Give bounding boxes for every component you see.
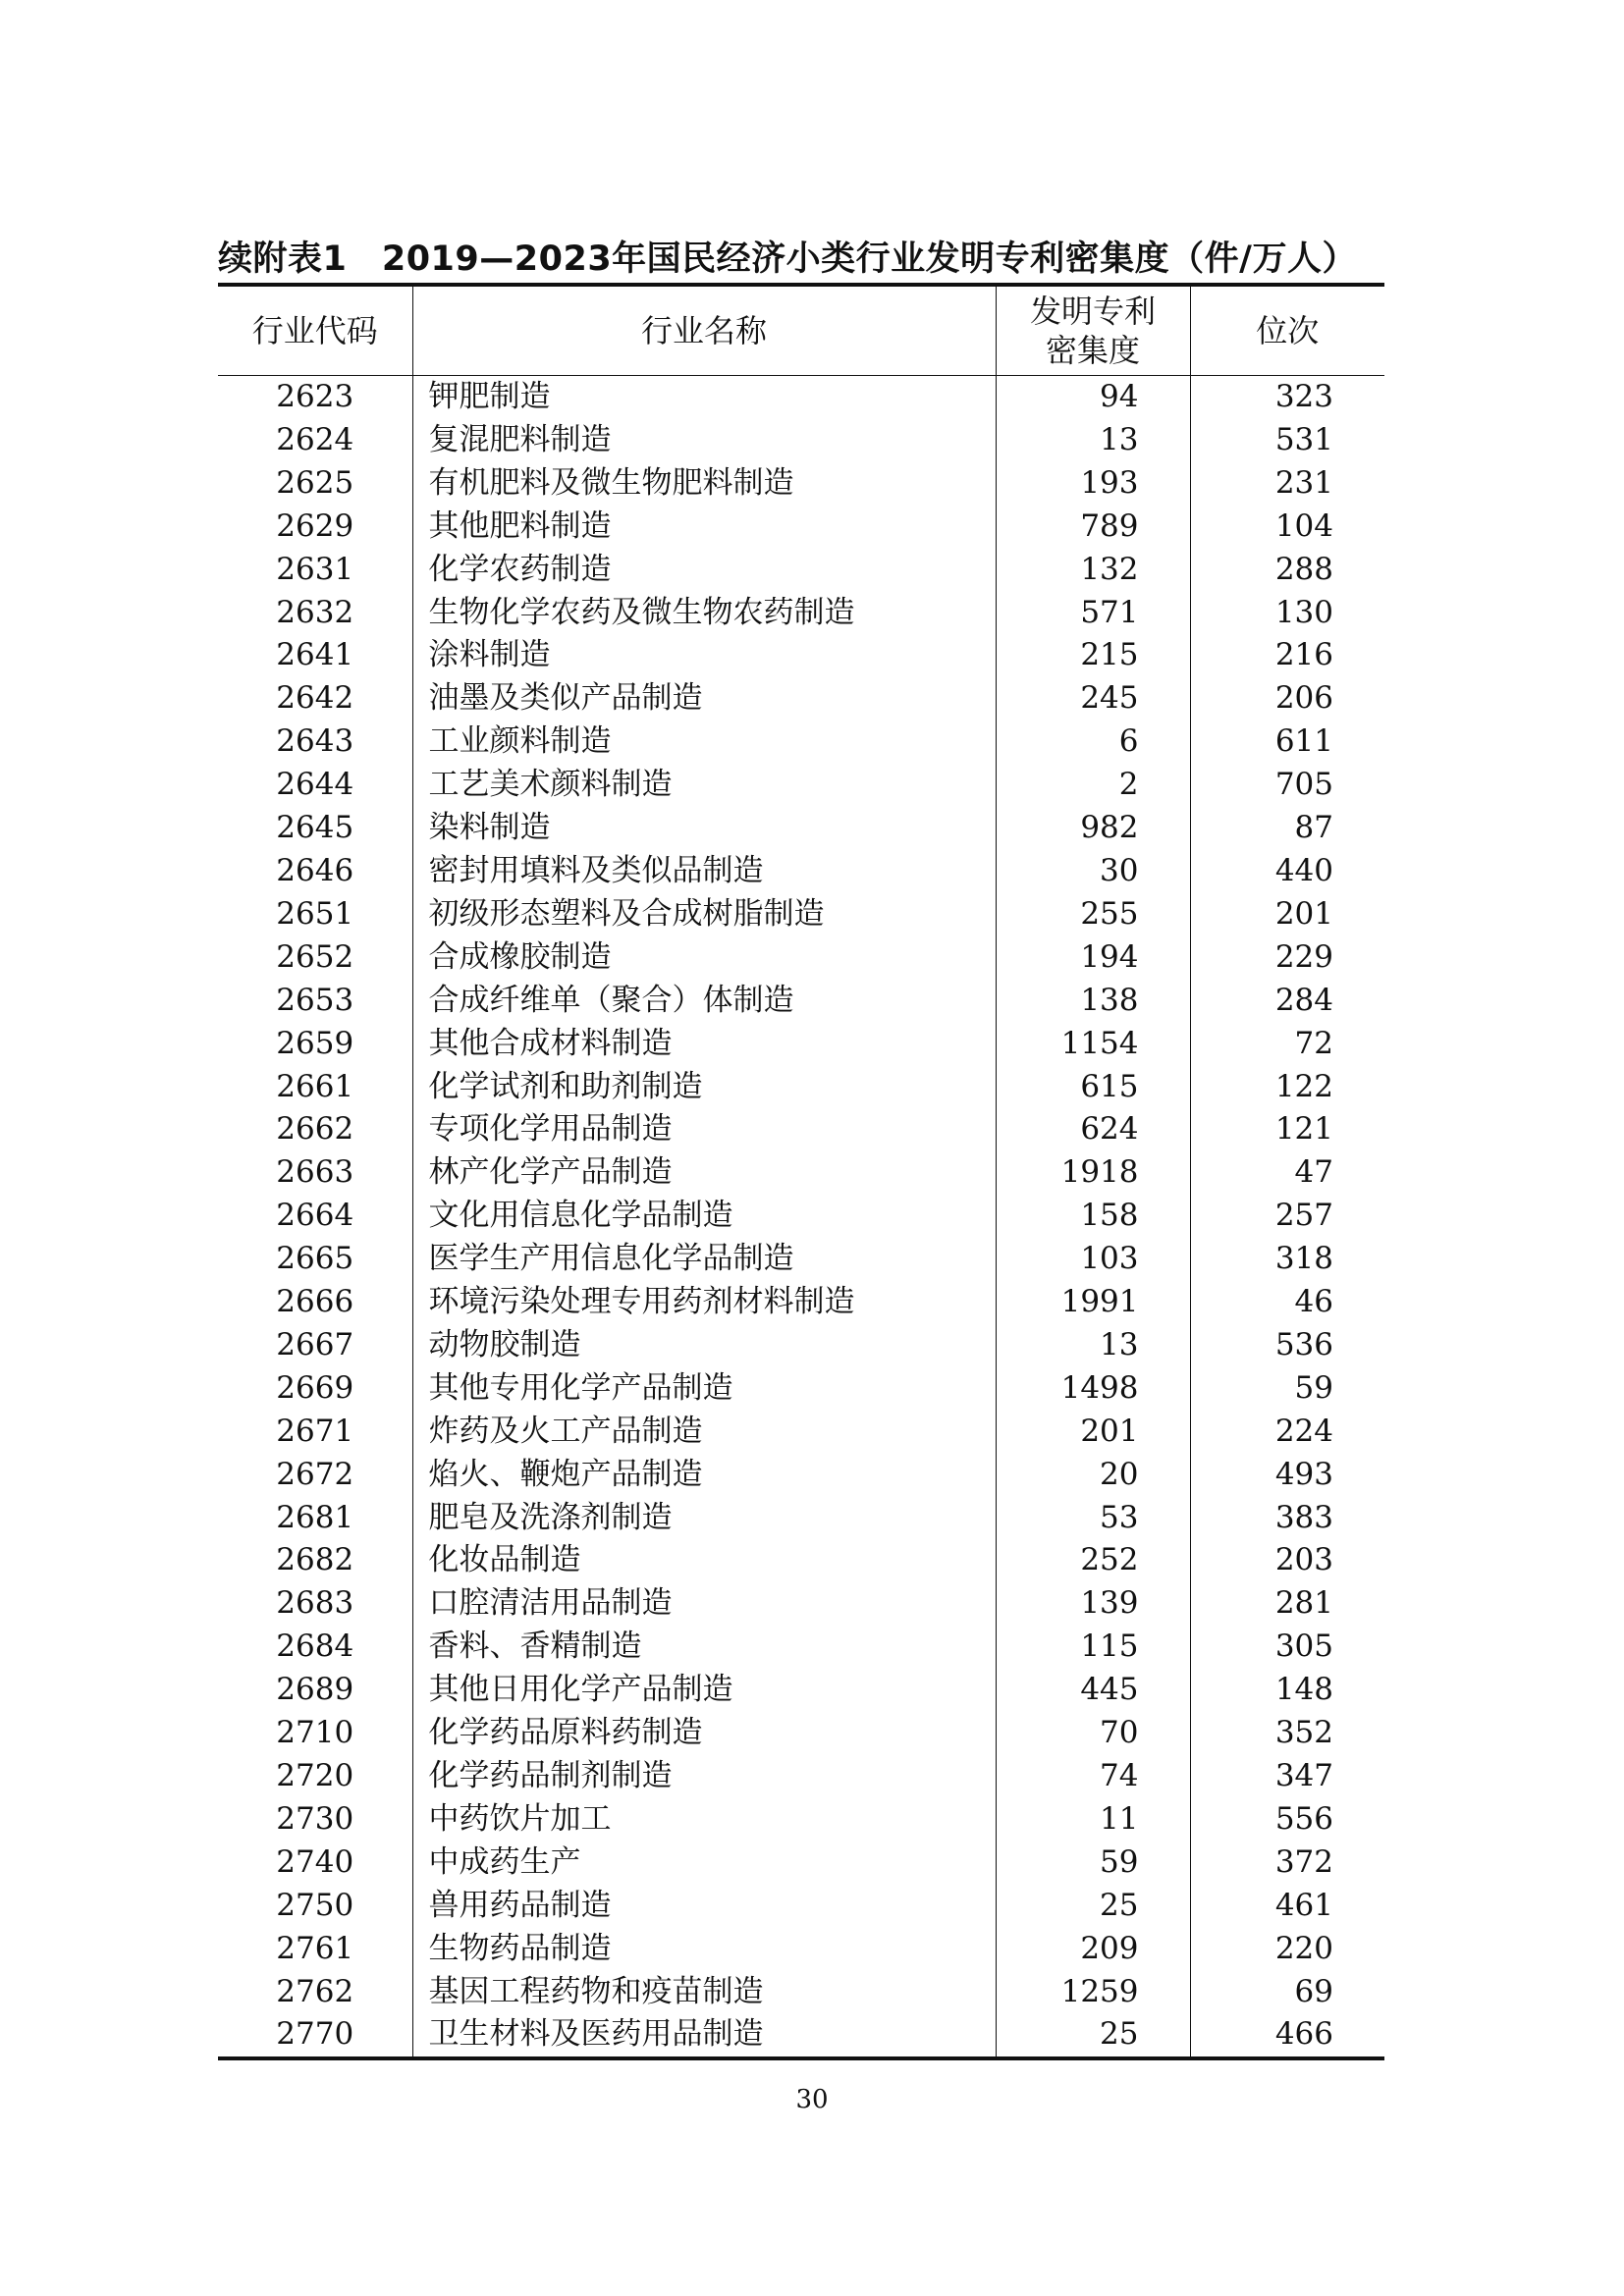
- patent-density-cell: 25: [996, 2013, 1190, 2058]
- industry-name-cell: 化学农药制造: [412, 549, 996, 592]
- industry-code-cell: 2683: [218, 1582, 412, 1626]
- rank-cell: 201: [1274, 895, 1333, 932]
- rank-cell: 383: [1274, 1499, 1333, 1535]
- rank-cell: 220: [1274, 1930, 1333, 1966]
- industry-name-cell: 其他合成材料制造: [412, 1023, 996, 1066]
- rank-cell: 130: [1274, 594, 1333, 630]
- rank-cell: 148: [1274, 1672, 1333, 1708]
- industry-code-cell: 2662: [218, 1108, 412, 1151]
- industry-code-cell: 2625: [218, 462, 412, 506]
- industry-name-cell: 钾肥制造: [412, 376, 996, 419]
- industry-name-cell: 化妆品制造: [412, 1539, 996, 1582]
- table-row: [218, 721, 1384, 764]
- table-row: [218, 549, 1384, 592]
- table-row: [218, 1971, 1384, 2014]
- table-row: [218, 1281, 1384, 1324]
- rank-cell: 288: [1274, 551, 1333, 587]
- patent-density-cell: 615: [996, 1066, 1190, 1109]
- page-number: 30: [795, 2085, 829, 2114]
- rank-cell: 556: [1274, 1800, 1333, 1837]
- industry-code-cell: 2624: [218, 419, 412, 462]
- industry-name-cell: 专项化学用品制造: [412, 1108, 996, 1151]
- patent-density-cell: 252: [996, 1539, 1190, 1582]
- patent-density-cell: 255: [996, 893, 1190, 936]
- industry-code-cell: 2623: [218, 376, 412, 419]
- patent-density-cell: 25: [996, 1885, 1190, 1928]
- table-row: [218, 462, 1384, 506]
- rank-cell: 72: [1294, 1025, 1333, 1061]
- industry-code-cell: 2653: [218, 980, 412, 1023]
- patent-density-cell: 11: [996, 1798, 1190, 1842]
- table-row: [218, 1066, 1384, 1109]
- table-row: [218, 592, 1384, 635]
- industry-code-cell: 2761: [218, 1928, 412, 1971]
- rank-cell: 122: [1274, 1068, 1333, 1104]
- industry-name-cell: 生物药品制造: [412, 1928, 996, 1971]
- rank-cell: 461: [1274, 1887, 1333, 1923]
- industry-code-cell: 2710: [218, 1712, 412, 1755]
- table-row: [218, 1497, 1384, 1540]
- table-row: [218, 1023, 1384, 1066]
- rank-cell: 87: [1294, 810, 1333, 846]
- patent-density-cell: 30: [996, 850, 1190, 893]
- rank-cell: 203: [1274, 1542, 1333, 1578]
- patent-density-cell: 94: [996, 376, 1190, 419]
- patent-density-cell: 571: [996, 592, 1190, 635]
- table-header-row: [218, 285, 1384, 376]
- industry-name-cell: 化学药品原料药制造: [412, 1712, 996, 1755]
- industry-code-cell: 2643: [218, 721, 412, 764]
- patent-density-cell: 194: [996, 936, 1190, 980]
- patent-density-cell: 1259: [996, 1971, 1190, 2014]
- header-rank: 位次: [1256, 312, 1320, 349]
- industry-name-cell: 肥皂及洗涤剂制造: [412, 1497, 996, 1540]
- table-row: [218, 1151, 1384, 1195]
- industry-code-cell: 2740: [218, 1842, 412, 1885]
- patent-density-cell: 59: [996, 1842, 1190, 1885]
- patent-density-cell: 245: [996, 677, 1190, 721]
- patent-density-cell: 13: [996, 1324, 1190, 1367]
- patent-density-cell: 139: [996, 1582, 1190, 1626]
- industry-code-cell: 2770: [218, 2013, 412, 2058]
- header-industry-name: 行业名称: [412, 285, 996, 376]
- industry-code-cell: 2641: [218, 634, 412, 677]
- table-row: [218, 1885, 1384, 1928]
- patent-density-cell: 103: [996, 1238, 1190, 1281]
- rank-cell: 257: [1274, 1198, 1333, 1234]
- header-patent-density-line2: 密集度: [1045, 332, 1140, 369]
- table-row: [218, 1712, 1384, 1755]
- patent-density-cell: 132: [996, 549, 1190, 592]
- table-row: [218, 506, 1384, 549]
- table-row: [218, 1669, 1384, 1712]
- table-row: [218, 764, 1384, 807]
- patent-density-cell: 201: [996, 1411, 1190, 1454]
- table-row: [218, 419, 1384, 462]
- rank-cell: 46: [1294, 1284, 1333, 1320]
- rank-cell: 305: [1274, 1629, 1333, 1665]
- rank-cell: 121: [1274, 1111, 1333, 1148]
- industry-code-cell: 2671: [218, 1411, 412, 1454]
- industry-code-cell: 2651: [218, 893, 412, 936]
- patent-density-cell: 20: [996, 1454, 1190, 1497]
- patent-density-cell: 13: [996, 419, 1190, 462]
- rank-cell: 229: [1274, 938, 1333, 975]
- table-row: [218, 1755, 1384, 1798]
- industry-code-cell: 2642: [218, 677, 412, 721]
- industry-name-cell: 合成纤维单（聚合）体制造: [412, 980, 996, 1023]
- table-title: 续附表1 2019—2023年国民经济小类行业发明专利密集度（件/万人）: [218, 240, 1357, 279]
- industry-name-cell: 油墨及类似产品制造: [412, 677, 996, 721]
- rank-cell: 611: [1274, 723, 1333, 760]
- industry-name-cell: 密封用填料及类似品制造: [412, 850, 996, 893]
- rank-cell: 352: [1274, 1715, 1333, 1751]
- rank-cell: 493: [1274, 1456, 1333, 1492]
- industry-name-cell: 合成橡胶制造: [412, 936, 996, 980]
- patent-density-table: [218, 283, 1384, 2060]
- industry-name-cell: 林产化学产品制造: [412, 1151, 996, 1195]
- table-row: [218, 850, 1384, 893]
- industry-code-cell: 2730: [218, 1798, 412, 1842]
- patent-density-cell: 1991: [996, 1281, 1190, 1324]
- industry-code-cell: 2664: [218, 1195, 412, 1238]
- industry-code-cell: 2652: [218, 936, 412, 980]
- table-row: [218, 1626, 1384, 1669]
- patent-density-cell: 209: [996, 1928, 1190, 1971]
- industry-name-cell: 卫生材料及医药用品制造: [412, 2013, 996, 2058]
- industry-name-cell: 兽用药品制造: [412, 1885, 996, 1928]
- industry-name-cell: 化学药品制剂制造: [412, 1755, 996, 1798]
- patent-density-cell: 6: [996, 721, 1190, 764]
- table-row: [218, 677, 1384, 721]
- industry-code-cell: 2684: [218, 1626, 412, 1669]
- industry-code-cell: 2666: [218, 1281, 412, 1324]
- rank-cell: 347: [1274, 1758, 1333, 1793]
- industry-code-cell: 2667: [218, 1324, 412, 1367]
- industry-name-cell: 复混肥料制造: [412, 419, 996, 462]
- industry-name-cell: 其他肥料制造: [412, 506, 996, 549]
- industry-code-cell: 2672: [218, 1454, 412, 1497]
- industry-code-cell: 2669: [218, 1367, 412, 1411]
- industry-code-cell: 2645: [218, 807, 412, 850]
- patent-density-cell: 215: [996, 634, 1190, 677]
- header-patent-density: [996, 285, 1190, 376]
- rank-cell: 224: [1274, 1413, 1333, 1449]
- patent-density-cell: 2: [996, 764, 1190, 807]
- industry-code-cell: 2661: [218, 1066, 412, 1109]
- patent-density-cell: 193: [996, 462, 1190, 506]
- industry-code-cell: 2762: [218, 1971, 412, 2014]
- industry-code-cell: 2644: [218, 764, 412, 807]
- table-row: [218, 1798, 1384, 1842]
- industry-name-cell: 工业颜料制造: [412, 721, 996, 764]
- rank-cell: 284: [1274, 982, 1333, 1018]
- rank-cell: 318: [1274, 1241, 1333, 1277]
- patent-density-table-container: [218, 283, 1384, 2060]
- industry-name-cell: 动物胶制造: [412, 1324, 996, 1367]
- industry-name-cell: 其他日用化学产品制造: [412, 1669, 996, 1712]
- rank-cell: 536: [1274, 1326, 1333, 1362]
- industry-name-cell: 初级形态塑料及合成树脂制造: [412, 893, 996, 936]
- table-body: [218, 376, 1384, 2059]
- industry-code-cell: 2629: [218, 506, 412, 549]
- industry-name-cell: 炸药及火工产品制造: [412, 1411, 996, 1454]
- industry-name-cell: 基因工程药物和疫苗制造: [412, 1971, 996, 2014]
- rank-cell: 104: [1274, 507, 1333, 544]
- patent-density-cell: 982: [996, 807, 1190, 850]
- industry-code-cell: 2665: [218, 1238, 412, 1281]
- table-row: [218, 893, 1384, 936]
- industry-name-cell: 环境污染处理专用药剂材料制造: [412, 1281, 996, 1324]
- patent-density-cell: 1154: [996, 1023, 1190, 1066]
- table-row: [218, 1539, 1384, 1582]
- patent-density-cell: 115: [996, 1626, 1190, 1669]
- table-row: [218, 1324, 1384, 1367]
- rank-cell: 47: [1294, 1154, 1333, 1191]
- industry-name-cell: 文化用信息化学品制造: [412, 1195, 996, 1238]
- table-row: [218, 376, 1384, 419]
- rank-cell: 216: [1274, 637, 1333, 673]
- patent-density-cell: 158: [996, 1195, 1190, 1238]
- rank-cell: 372: [1274, 1843, 1333, 1880]
- table-row: [218, 1454, 1384, 1497]
- industry-name-cell: 涂料制造: [412, 634, 996, 677]
- patent-density-cell: 789: [996, 506, 1190, 549]
- table-row: [218, 936, 1384, 980]
- industry-name-cell: 生物化学农药及微生物农药制造: [412, 592, 996, 635]
- industry-code-cell: 2689: [218, 1669, 412, 1712]
- table-row: [218, 1582, 1384, 1626]
- rank-cell: 231: [1274, 464, 1333, 501]
- industry-name-cell: 其他专用化学产品制造: [412, 1367, 996, 1411]
- industry-name-cell: 染料制造: [412, 807, 996, 850]
- industry-code-cell: 2750: [218, 1885, 412, 1928]
- industry-code-cell: 2646: [218, 850, 412, 893]
- industry-code-cell: 2631: [218, 549, 412, 592]
- patent-density-cell: 70: [996, 1712, 1190, 1755]
- patent-density-cell: 138: [996, 980, 1190, 1023]
- table-row: [218, 1108, 1384, 1151]
- industry-code-cell: 2682: [218, 1539, 412, 1582]
- patent-density-cell: 1918: [996, 1151, 1190, 1195]
- rank-cell: 466: [1274, 2016, 1333, 2053]
- industry-name-cell: 中药饮片加工: [412, 1798, 996, 1842]
- industry-code-cell: 2632: [218, 592, 412, 635]
- table-row: [218, 1842, 1384, 1885]
- header-patent-density-line1: 发明专利: [1029, 293, 1156, 330]
- industry-name-cell: 工艺美术颜料制造: [412, 764, 996, 807]
- patent-density-cell: 53: [996, 1497, 1190, 1540]
- rank-cell: 69: [1294, 1973, 1333, 2009]
- patent-density-cell: 624: [996, 1108, 1190, 1151]
- patent-density-cell: 445: [996, 1669, 1190, 1712]
- table-row: [218, 1238, 1384, 1281]
- industry-name-cell: 中成药生产: [412, 1842, 996, 1885]
- rank-cell: 440: [1274, 852, 1333, 888]
- industry-name-cell: 焰火、鞭炮产品制造: [412, 1454, 996, 1497]
- table-row: [218, 807, 1384, 850]
- rank-cell: 59: [1294, 1369, 1333, 1406]
- industry-code-cell: 2663: [218, 1151, 412, 1195]
- rank-cell: 281: [1274, 1585, 1333, 1622]
- table-row: [218, 1411, 1384, 1454]
- rank-cell: 705: [1274, 767, 1333, 803]
- rank-cell: 531: [1274, 421, 1333, 457]
- table-row: [218, 1195, 1384, 1238]
- industry-code-cell: 2659: [218, 1023, 412, 1066]
- industry-name-cell: 化学试剂和助剂制造: [412, 1066, 996, 1109]
- table-row: [218, 1928, 1384, 1971]
- industry-name-cell: 有机肥料及微生物肥料制造: [412, 462, 996, 506]
- industry-code-cell: 2720: [218, 1755, 412, 1798]
- patent-density-cell: 74: [996, 1755, 1190, 1798]
- table-row: [218, 634, 1384, 677]
- table-row: [218, 980, 1384, 1023]
- industry-name-cell: 口腔清洁用品制造: [412, 1582, 996, 1626]
- table-row: [218, 1367, 1384, 1411]
- rank-cell: 323: [1274, 379, 1333, 414]
- header-industry-code: 行业代码: [218, 285, 412, 376]
- industry-code-cell: 2681: [218, 1497, 412, 1540]
- industry-name-cell: 医学生产用信息化学品制造: [412, 1238, 996, 1281]
- industry-name-cell: 香料、香精制造: [412, 1626, 996, 1669]
- rank-cell: 206: [1274, 680, 1333, 717]
- patent-density-cell: 1498: [996, 1367, 1190, 1411]
- table-row: [218, 2013, 1384, 2058]
